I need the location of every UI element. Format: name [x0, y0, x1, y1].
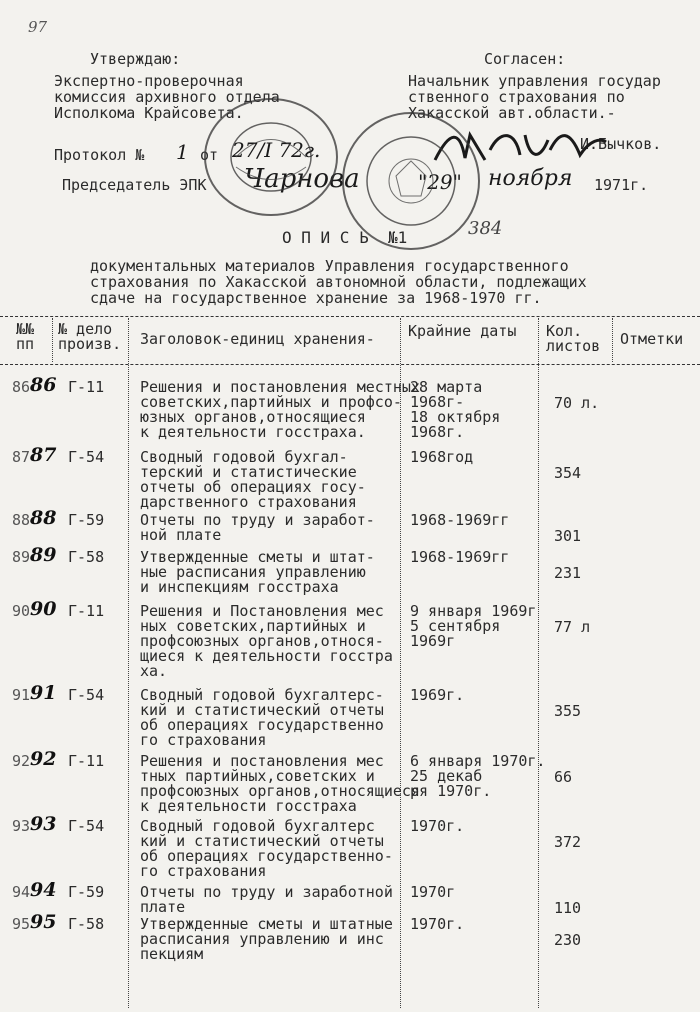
row-sheets: 372 — [554, 833, 582, 851]
row-title: Отчеты по труду и заработ- ной плате — [140, 511, 375, 544]
approve-line-1: Экспертно-проверочная — [54, 72, 244, 90]
row-sheets: 230 — [554, 931, 582, 949]
row-number-handwritten: 95 — [30, 911, 57, 933]
header-dates: Крайние даты — [408, 322, 517, 340]
row-title: Сводный годовой бухгалтерс кий и статистический отчеты об операциях государственно- го страхования — [140, 817, 393, 880]
protocol-number: 1 — [176, 140, 189, 164]
table-header-rule — [0, 364, 700, 365]
opis-desc-3: сдаче на государственное хранение за 1968-1970 гг. — [90, 289, 542, 307]
row-title: Решения и постановления местных советских,партийных и профсо- юзных органов,относящиеся к деятельности госстраха. — [140, 378, 420, 441]
row-dates: 28 марта 1968г- 18 октября 1968г. — [410, 378, 501, 441]
opis-hand-number: 384 — [468, 218, 503, 239]
row-number: 95 — [12, 915, 31, 933]
row-sheets: 66 — [554, 768, 573, 786]
row-case: Г-11 — [68, 602, 105, 620]
opis-title: О П И С Ь №1 — [282, 228, 408, 247]
row-title: Утвержденные сметы и штатные расписания управлению и инс пекциям — [140, 915, 393, 963]
row-dates: 1968-1969гг — [410, 548, 510, 566]
row-sheets: 70 л. — [554, 394, 600, 412]
row-case: Г-54 — [68, 686, 105, 704]
corner-note: 97 — [28, 18, 48, 36]
header-marks: Отметки — [620, 330, 684, 348]
row-number: 86 — [12, 378, 31, 396]
sign-date-year: 1971г. — [594, 176, 649, 194]
col-divider-2 — [128, 318, 129, 1008]
row-title: Отчеты по труду и заработной плате — [140, 883, 393, 916]
row-number: 88 — [12, 511, 31, 529]
row-number-handwritten: 86 — [30, 374, 57, 396]
row-number: 89 — [12, 548, 31, 566]
row-case: Г-54 — [68, 448, 105, 466]
opis-desc-2: страхования по Хакасской автономной области, подлежащих — [90, 273, 587, 291]
row-sheets: 110 — [554, 899, 582, 917]
col-divider-5 — [612, 318, 613, 362]
row-sheets: 355 — [554, 702, 582, 720]
agree-name: И.Бычков. — [580, 135, 662, 153]
row-number-handwritten: 93 — [30, 813, 57, 835]
row-number-handwritten: 88 — [30, 507, 57, 529]
row-number-handwritten: 89 — [30, 544, 57, 566]
row-dates: 1970г — [410, 883, 456, 901]
row-dates: 9 января 1969г 5 сентября 1969г — [410, 602, 537, 650]
row-dates: 1969г. — [410, 686, 465, 704]
row-title: Утвержденные сметы и штат- ные расписания управлению и инспекциям госстраха — [140, 548, 375, 596]
row-number: 87 — [12, 448, 31, 466]
row-case: Г-58 — [68, 915, 105, 933]
row-sheets: 301 — [554, 527, 582, 545]
row-title: Сводный годовой бухгал- терский и статистические отчеты об операциях госу- дарственного страхования — [140, 448, 366, 511]
row-case: Г-11 — [68, 752, 105, 770]
row-sheets: 231 — [554, 564, 582, 582]
header-case: № дело произв. — [58, 320, 122, 353]
row-title: Сводный годовой бухгалтерс- кий и статистический отчеты об операциях государственно го страхования — [140, 686, 384, 749]
col-divider-1 — [52, 318, 53, 362]
protocol-label: Протокол № — [54, 146, 145, 164]
row-number-handwritten: 90 — [30, 598, 57, 620]
row-title: Решения и постановления мес тных партийных,советских и профсоюзных органов,относящиеся к деятельности госстраха — [140, 752, 420, 815]
agree-line-3: Хакасской авт.области.- — [408, 104, 616, 122]
row-number: 94 — [12, 883, 31, 901]
row-sheets: 354 — [554, 464, 582, 482]
archive-round-stamp-left — [196, 92, 346, 222]
row-title: Решения и Постановления мес ных советских,партийных и профсоюзных органов,относя- щиеся к деятельности госстра ха. — [140, 602, 393, 680]
protocol-from: от — [200, 146, 219, 164]
row-number: 90 — [12, 602, 31, 620]
header-sheets: Кол. листов — [546, 322, 601, 355]
header-no: №№ пп — [16, 320, 35, 353]
row-number-handwritten: 87 — [30, 444, 57, 466]
agree-line-1: Начальник управления государ — [408, 72, 661, 90]
row-dates: 1968год — [410, 448, 474, 466]
agree-heading: Согласен: — [484, 50, 566, 68]
approve-heading: Утверждаю: — [90, 50, 181, 68]
row-number-handwritten: 94 — [30, 879, 57, 901]
row-number: 93 — [12, 817, 31, 835]
row-case: Г-54 — [68, 817, 105, 835]
agree-line-2: ственного страхования по — [408, 88, 625, 106]
approve-line-2: комиссия архивного отдела — [54, 88, 280, 106]
row-dates: 1970г. — [410, 915, 465, 933]
chair-signature: Чарнова — [244, 164, 360, 194]
sign-date-month: ноября — [488, 166, 573, 191]
row-dates: 1970г. — [410, 817, 465, 835]
col-divider-4 — [538, 318, 539, 1008]
row-number: 91 — [12, 686, 31, 704]
row-case: Г-59 — [68, 511, 105, 529]
sign-date-day: "29" — [418, 170, 462, 194]
row-dates: 1968-1969гг — [410, 511, 510, 529]
opis-desc-1: документальных материалов Управления государственного — [90, 257, 569, 275]
chair-label: Председатель ЭПК — [62, 176, 207, 194]
row-number-handwritten: 92 — [30, 748, 57, 770]
row-sheets: 77 л — [554, 618, 591, 636]
row-case: Г-11 — [68, 378, 105, 396]
protocol-date: 27/I 72г. — [232, 138, 321, 162]
row-case: Г-58 — [68, 548, 105, 566]
table-top-rule — [0, 316, 700, 317]
row-number: 92 — [12, 752, 31, 770]
approve-line-3: Исполкома Крайсовета. — [54, 104, 244, 122]
header-title: Заголовок-единиц хранения- — [140, 330, 375, 348]
row-number-handwritten: 91 — [30, 682, 57, 704]
row-dates: 6 января 1970г. 25 декаб ря 1970г. — [410, 752, 546, 800]
row-case: Г-59 — [68, 883, 105, 901]
